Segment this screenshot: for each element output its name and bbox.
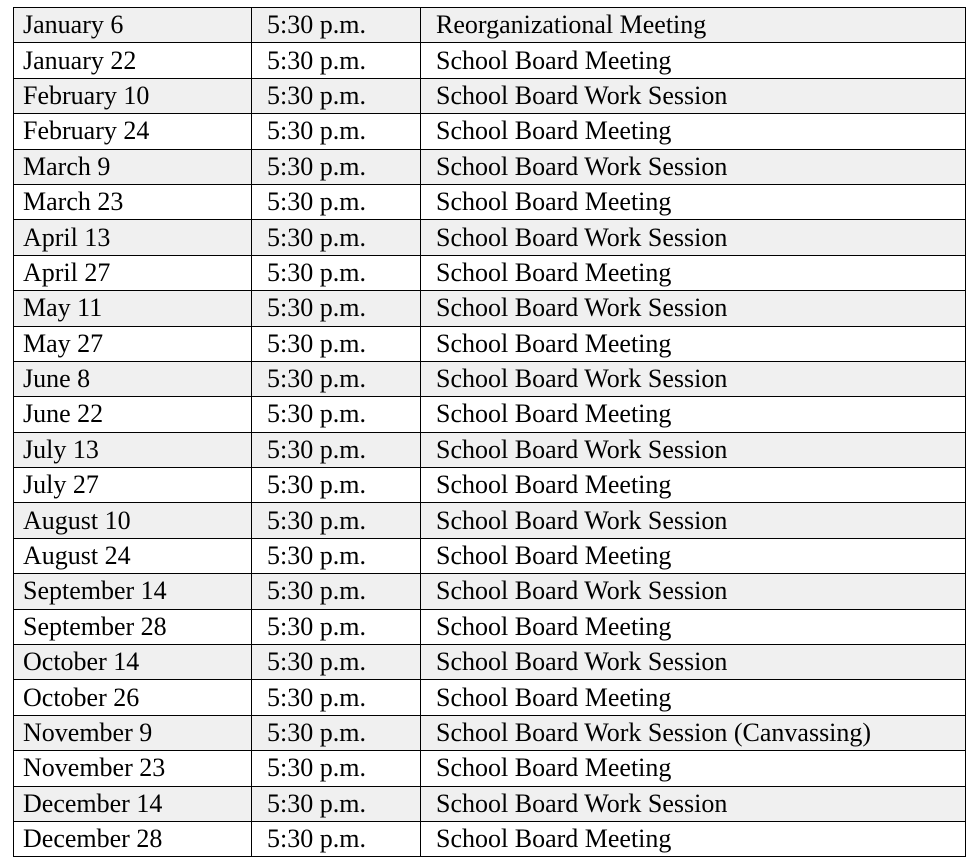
meeting-event: School Board Meeting <box>421 397 966 432</box>
meeting-event: School Board Meeting <box>421 114 966 149</box>
meeting-time: 5:30 p.m. <box>252 149 421 184</box>
meeting-event: School Board Meeting <box>421 326 966 361</box>
meeting-event: School Board Work Session <box>421 78 966 113</box>
table-row <box>14 114 966 149</box>
meeting-time: 5:30 p.m. <box>252 255 421 290</box>
table-row <box>14 538 966 573</box>
meeting-event: School Board Meeting <box>421 609 966 644</box>
meeting-date: August 10 <box>14 503 252 538</box>
table-row <box>14 786 966 821</box>
meeting-event: School Board Meeting <box>421 468 966 503</box>
meeting-date: September 28 <box>14 609 252 644</box>
table-row <box>14 149 966 184</box>
meeting-event: School Board Meeting <box>421 821 966 856</box>
meeting-date: June 8 <box>14 361 252 396</box>
meeting-time: 5:30 p.m. <box>252 220 421 255</box>
table-row <box>14 751 966 786</box>
meeting-event: School Board Meeting <box>421 184 966 219</box>
meeting-date: December 14 <box>14 786 252 821</box>
meeting-time: 5:30 p.m. <box>252 609 421 644</box>
meeting-time: 5:30 p.m. <box>252 8 421 43</box>
table-row <box>14 609 966 644</box>
meeting-time: 5:30 p.m. <box>252 43 421 78</box>
meeting-time: 5:30 p.m. <box>252 821 421 856</box>
meeting-event: School Board Work Session <box>421 149 966 184</box>
table-row <box>14 432 966 467</box>
table-row <box>14 220 966 255</box>
table-row <box>14 326 966 361</box>
table-row <box>14 680 966 715</box>
meeting-event: School Board Work Session <box>421 361 966 396</box>
table-row <box>14 468 966 503</box>
meeting-date: December 28 <box>14 821 252 856</box>
meeting-event: School Board Work Session <box>421 220 966 255</box>
meeting-date: July 27 <box>14 468 252 503</box>
table-row <box>14 397 966 432</box>
table-row <box>14 255 966 290</box>
table-row <box>14 291 966 326</box>
meeting-event: School Board Work Session <box>421 432 966 467</box>
meeting-date: March 23 <box>14 184 252 219</box>
meeting-date: February 10 <box>14 78 252 113</box>
table-row <box>14 43 966 78</box>
meeting-time: 5:30 p.m. <box>252 715 421 750</box>
table-row <box>14 715 966 750</box>
meeting-event: Reorganizational Meeting <box>421 8 966 43</box>
table-row <box>14 361 966 396</box>
table-row <box>14 821 966 856</box>
meeting-time: 5:30 p.m. <box>252 503 421 538</box>
meeting-event: School Board Meeting <box>421 680 966 715</box>
table-row <box>14 574 966 609</box>
meeting-event: School Board Work Session (Canvassing) <box>421 715 966 750</box>
meeting-date: October 14 <box>14 645 252 680</box>
meeting-date: July 13 <box>14 432 252 467</box>
meeting-time: 5:30 p.m. <box>252 361 421 396</box>
meeting-schedule-body <box>14 8 966 857</box>
meeting-event: School Board Work Session <box>421 645 966 680</box>
meeting-date: January 22 <box>14 43 252 78</box>
meeting-date: March 9 <box>14 149 252 184</box>
meeting-time: 5:30 p.m. <box>252 538 421 573</box>
meeting-event: School Board Work Session <box>421 503 966 538</box>
meeting-event: School Board Meeting <box>421 538 966 573</box>
meeting-date: April 27 <box>14 255 252 290</box>
table-row <box>14 184 966 219</box>
meeting-date: August 24 <box>14 538 252 573</box>
table-row <box>14 78 966 113</box>
meeting-schedule-table <box>13 7 966 857</box>
meeting-date: October 26 <box>14 680 252 715</box>
meeting-time: 5:30 p.m. <box>252 574 421 609</box>
meeting-date: November 23 <box>14 751 252 786</box>
meeting-event: School Board Meeting <box>421 255 966 290</box>
meeting-date: January 6 <box>14 8 252 43</box>
meeting-event: School Board Work Session <box>421 291 966 326</box>
meeting-date: November 9 <box>14 715 252 750</box>
table-row <box>14 8 966 43</box>
meeting-time: 5:30 p.m. <box>252 468 421 503</box>
meeting-event: School Board Meeting <box>421 43 966 78</box>
meeting-time: 5:30 p.m. <box>252 184 421 219</box>
meeting-time: 5:30 p.m. <box>252 291 421 326</box>
meeting-event: School Board Meeting <box>421 751 966 786</box>
meeting-time: 5:30 p.m. <box>252 78 421 113</box>
meeting-date: February 24 <box>14 114 252 149</box>
meeting-date: June 22 <box>14 397 252 432</box>
table-row <box>14 503 966 538</box>
meeting-time: 5:30 p.m. <box>252 432 421 467</box>
table-row <box>14 645 966 680</box>
meeting-date: April 13 <box>14 220 252 255</box>
meeting-event: School Board Work Session <box>421 574 966 609</box>
meeting-time: 5:30 p.m. <box>252 751 421 786</box>
meeting-date: May 27 <box>14 326 252 361</box>
meeting-time: 5:30 p.m. <box>252 680 421 715</box>
meeting-event: School Board Work Session <box>421 786 966 821</box>
meeting-date: May 11 <box>14 291 252 326</box>
meeting-time: 5:30 p.m. <box>252 786 421 821</box>
meeting-time: 5:30 p.m. <box>252 326 421 361</box>
meeting-time: 5:30 p.m. <box>252 645 421 680</box>
meeting-time: 5:30 p.m. <box>252 397 421 432</box>
meeting-time: 5:30 p.m. <box>252 114 421 149</box>
meeting-date: September 14 <box>14 574 252 609</box>
